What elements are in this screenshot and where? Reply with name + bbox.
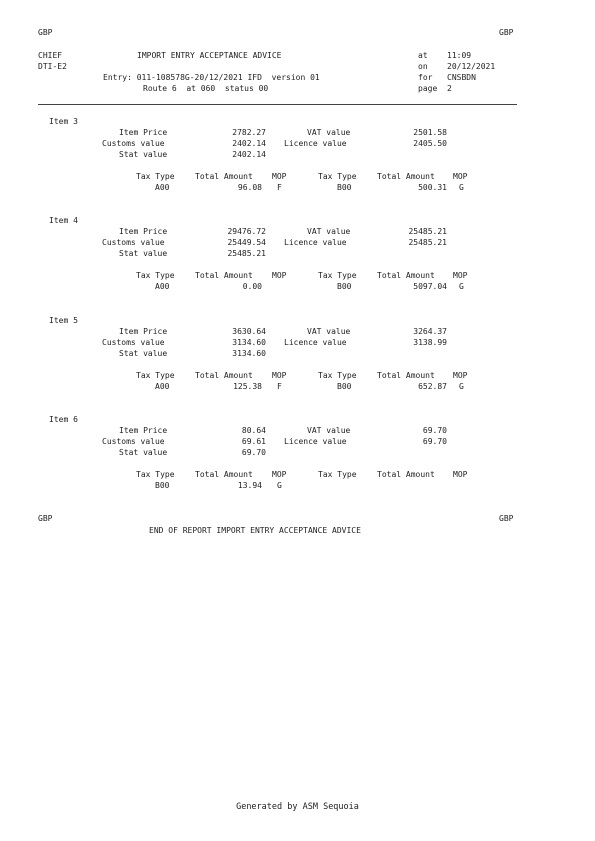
total-amount-header: Total Amount	[195, 371, 253, 380]
item-price-value: 29476.72	[227, 227, 266, 236]
tax-type-value-2: B00	[337, 282, 352, 291]
item-title: Item 4	[49, 216, 78, 225]
total-amount-header-2: Total Amount	[377, 470, 435, 479]
stat-value: 2402.14	[232, 150, 266, 159]
stat-value: 25485.21	[227, 249, 266, 258]
report-title: IMPORT ENTRY ACCEPTANCE ADVICE	[137, 51, 282, 60]
item-price-label: Item Price	[119, 426, 168, 435]
vat-value: 3264.37	[413, 327, 447, 336]
tax-type-value: A00	[155, 183, 170, 192]
tax-mop-value-2: G	[459, 282, 464, 291]
tax-type-header: Tax Type	[136, 371, 175, 380]
total-amount-header-2: Total Amount	[377, 271, 435, 280]
total-amount-header: Total Amount	[195, 470, 253, 479]
vat-value-label: VAT value	[307, 227, 351, 236]
total-amount-header-2: Total Amount	[377, 172, 435, 181]
stat-value-label: Stat value	[119, 349, 168, 358]
stat-value-label: Stat value	[119, 448, 168, 457]
customs-value-label: Customs value	[102, 139, 165, 148]
tax-amount-value: 125.38	[233, 382, 262, 391]
tax-amount-value-2: 652.87	[418, 382, 447, 391]
item-price-label: Item Price	[119, 128, 168, 137]
mop-header: MOP	[272, 172, 287, 181]
for-value: CNSBDN	[447, 73, 476, 82]
tax-type-value: A00	[155, 282, 170, 291]
vat-value: 69.70	[422, 426, 447, 435]
end-currency-code-left: GBP	[38, 514, 53, 523]
licence-value: 69.70	[422, 437, 447, 446]
mop-header-2: MOP	[453, 470, 468, 479]
total-amount-header-2: Total Amount	[377, 371, 435, 380]
tax-mop-value: G	[277, 481, 282, 490]
time-value: 11:09	[447, 51, 472, 60]
licence-value-label: Licence value	[284, 437, 347, 446]
tax-amount-value-2: 500.31	[418, 183, 447, 192]
licence-value: 2405.50	[413, 139, 447, 148]
vat-value: 2501.58	[413, 128, 447, 137]
tax-type-header: Tax Type	[136, 172, 175, 181]
entry-line: Entry: 011-108578G-20/12/2021 IFD version 01	[103, 73, 320, 82]
item-price-label: Item Price	[119, 227, 168, 236]
page-label: page	[418, 84, 438, 93]
tax-type-header-2: Tax Type	[318, 172, 357, 181]
tax-type-value-2: B00	[337, 382, 352, 391]
form-code: DTI-E2	[38, 62, 67, 71]
customs-value-label: Customs value	[102, 338, 165, 347]
item-title: Item 3	[49, 117, 78, 126]
tax-amount-value-2: 5097.04	[413, 282, 447, 291]
licence-value-label: Licence value	[284, 238, 347, 247]
vat-value-label: VAT value	[307, 426, 351, 435]
currency-code-left: GBP	[38, 28, 53, 37]
item-title: Item 6	[49, 415, 78, 424]
mop-header-2: MOP	[453, 271, 468, 280]
item-price-value: 3630.64	[232, 327, 266, 336]
licence-value: 3138.99	[413, 338, 447, 347]
mop-header: MOP	[272, 470, 287, 479]
tax-type-value: A00	[155, 382, 170, 391]
item-title: Item 5	[49, 316, 78, 325]
vat-value-label: VAT value	[307, 128, 351, 137]
tax-type-value: B00	[155, 481, 170, 490]
stat-value: 69.70	[241, 448, 266, 457]
total-amount-header: Total Amount	[195, 172, 253, 181]
mop-header: MOP	[272, 271, 287, 280]
route-line: Route 6 at 060 status 00	[143, 84, 269, 93]
for-label: for	[418, 73, 433, 82]
item-price-value: 2782.27	[232, 128, 266, 137]
stat-value-label: Stat value	[119, 249, 168, 258]
customs-value-label: Customs value	[102, 437, 165, 446]
tax-type-header-2: Tax Type	[318, 470, 357, 479]
system-name: CHIEF	[38, 51, 63, 60]
licence-value: 25485.21	[408, 238, 447, 247]
tax-mop-value-2: G	[459, 382, 464, 391]
item-price-label: Item Price	[119, 327, 168, 336]
tax-mop-value-2: G	[459, 183, 464, 192]
vat-value: 25485.21	[408, 227, 447, 236]
mop-header-2: MOP	[453, 371, 468, 380]
tax-type-header-2: Tax Type	[318, 271, 357, 280]
generated-by-footer: Generated by ASM Sequoia	[236, 802, 359, 812]
stat-value-label: Stat value	[119, 150, 168, 159]
page-number: 2	[447, 84, 452, 93]
customs-value-label: Customs value	[102, 238, 165, 247]
currency-code-right: GBP	[499, 28, 514, 37]
tax-mop-value: F	[277, 382, 282, 391]
tax-type-value-2: B00	[337, 183, 352, 192]
mop-header: MOP	[272, 371, 287, 380]
total-amount-header: Total Amount	[195, 271, 253, 280]
licence-value-label: Licence value	[284, 139, 347, 148]
licence-value-label: Licence value	[284, 338, 347, 347]
tax-amount-value: 0.00	[242, 282, 262, 291]
date-value: 20/12/2021	[447, 62, 496, 71]
tax-amount-value: 96.08	[237, 183, 262, 192]
item-price-value: 80.64	[241, 426, 266, 435]
customs-value: 25449.54	[227, 238, 266, 247]
customs-value: 3134.60	[232, 338, 266, 347]
tax-mop-value: F	[277, 183, 282, 192]
end-of-report-text: END OF REPORT IMPORT ENTRY ACCEPTANCE ADVICE	[149, 526, 361, 535]
customs-value: 2402.14	[232, 139, 266, 148]
customs-value: 69.61	[241, 437, 266, 446]
end-currency-code-right: GBP	[499, 514, 514, 523]
tax-type-header-2: Tax Type	[318, 371, 357, 380]
vat-value-label: VAT value	[307, 327, 351, 336]
tax-type-header: Tax Type	[136, 470, 175, 479]
tax-amount-value: 13.94	[237, 481, 262, 490]
time-label: at	[418, 51, 428, 60]
tax-type-header: Tax Type	[136, 271, 175, 280]
mop-header-2: MOP	[453, 172, 468, 181]
header-rule	[38, 104, 517, 105]
date-label: on	[418, 62, 428, 71]
stat-value: 3134.60	[232, 349, 266, 358]
